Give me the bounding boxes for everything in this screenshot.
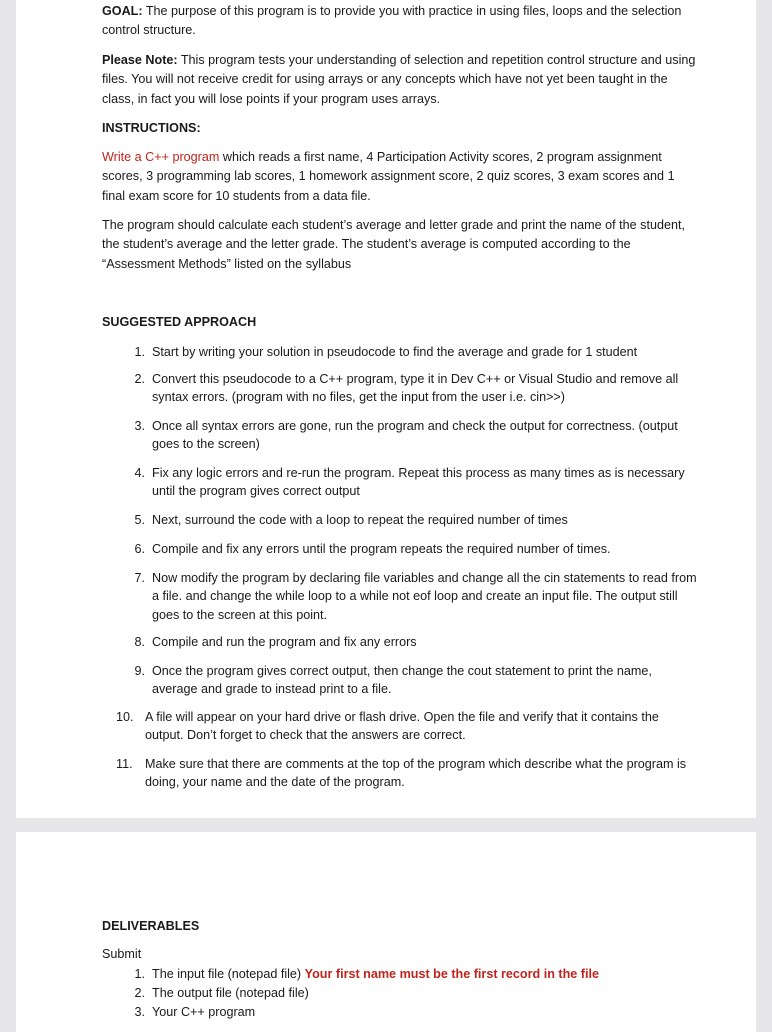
step-number: 9. xyxy=(134,664,145,678)
deliverables-submit: Submit xyxy=(102,947,142,961)
step-number: 5. xyxy=(134,513,145,527)
step-text: Once the program gives correct output, then change the cout statement to print the name, average and grade to instead print to a file. xyxy=(152,664,652,697)
step-text: Make sure that there are comments at the top of the program which describe what the program is doing, your name and the date of the program. xyxy=(145,757,687,790)
deliverable-text: The input file (notepad file) xyxy=(152,967,305,981)
step-text: Next, surround the code with a loop to repeat the required number of times xyxy=(152,513,568,527)
instructions-paragraph-2: The program should calculate each student’s average and letter grade and print the name of the student, the student’s average and the letter grade. The student’s average is computed according to the “Assessment Methods” listed on the syllabus xyxy=(102,218,685,271)
step-text: A file will appear on your hard drive or flash drive. Open the file and verify that it contains the output. Don’t forget to check that the answers are correct. xyxy=(145,710,659,743)
approach-step xyxy=(123,464,700,501)
step-number: 10. xyxy=(116,710,134,724)
instructions-paragraph-1 xyxy=(102,148,700,206)
step-number: 1. xyxy=(134,345,145,359)
step-number: 4. xyxy=(134,466,145,480)
step-number: 2. xyxy=(134,372,145,386)
deliverables-heading: DELIVERABLES xyxy=(102,919,200,933)
step-text: Compile and fix any errors until the program repeats the required number of times. xyxy=(152,542,611,556)
approach-step xyxy=(123,662,700,699)
note-paragraph xyxy=(102,51,700,109)
goal-label: GOAL: xyxy=(102,4,143,18)
goal-paragraph xyxy=(102,2,700,41)
step-number: 8. xyxy=(134,635,145,649)
approach-step xyxy=(116,708,700,745)
deliverable-number: 1. xyxy=(134,967,145,981)
step-text: Start by writing your solution in pseudocode to find the average and grade for 1 student xyxy=(152,345,638,359)
instructions-red-text: Write a C++ program xyxy=(102,150,220,164)
document-page-1 xyxy=(16,0,756,818)
step-text: Now modify the program by declaring file variables and change all the cin statements to read from a file. and change the while loop to a while not eof loop and create an input file. The output still goes to the screen at this point. xyxy=(152,571,697,622)
step-text: Compile and run the program and fix any errors xyxy=(152,635,417,649)
deliverable-text: Your C++ program xyxy=(152,1005,256,1019)
document-page-2 xyxy=(16,832,756,1032)
approach-step xyxy=(116,755,700,792)
step-number: 3. xyxy=(134,419,145,433)
note-label: Please Note: xyxy=(102,53,178,67)
step-number: 6. xyxy=(134,542,145,556)
approach-step xyxy=(123,569,700,624)
deliverable-number: 2. xyxy=(134,986,145,1000)
step-text: Fix any logic errors and re-run the program. Repeat this process as many times as is necessary until the program gives correct output xyxy=(152,466,685,499)
approach-step xyxy=(123,511,700,529)
step-text: Once all syntax errors are gone, run the program and check the output for correctness. (output goes to the screen) xyxy=(152,419,678,452)
instructions-text: which reads a first name, 4 Participation Activity scores, 2 program assignment scores, 3 programming lab scores, 1 homework assignment score, 2 quiz scores, 3 exam scores and 1 final exam score for 10 students from a data file. xyxy=(102,150,675,203)
approach-step xyxy=(123,540,700,558)
approach-step xyxy=(123,343,700,361)
step-text: Convert this pseudocode to a C++ program, type it in Dev C++ or Visual Studio and remove all syntax errors. (program with no files, get the input from the user i.e. cin>>) xyxy=(152,372,679,405)
note-text: This program tests your understanding of selection and repetition control structure and using files. You will not receive credit for using arrays or any concepts which have not yet been taught in the class, in fact you will lose points if your program uses arrays. xyxy=(102,53,696,106)
instructions-heading: INSTRUCTIONS: xyxy=(102,121,201,135)
goal-text: The purpose of this program is to provide you with practice in using files, loops and the selection control structure. xyxy=(102,4,682,38)
approach-step xyxy=(123,370,700,407)
approach-step xyxy=(123,633,700,651)
deliverable-number: 3. xyxy=(134,1005,145,1019)
approach-heading: SUGGESTED APPROACH xyxy=(102,315,257,329)
step-number: 11. xyxy=(116,757,133,771)
deliverable-item xyxy=(123,965,700,983)
deliverable-item xyxy=(123,1003,700,1021)
deliverable-item xyxy=(123,984,700,1002)
deliverable-text: The output file (notepad file) xyxy=(152,986,309,1000)
deliverable-red-note: Your first name must be the first record in the file xyxy=(304,967,599,981)
approach-step xyxy=(123,417,700,454)
step-number: 7. xyxy=(134,571,145,585)
